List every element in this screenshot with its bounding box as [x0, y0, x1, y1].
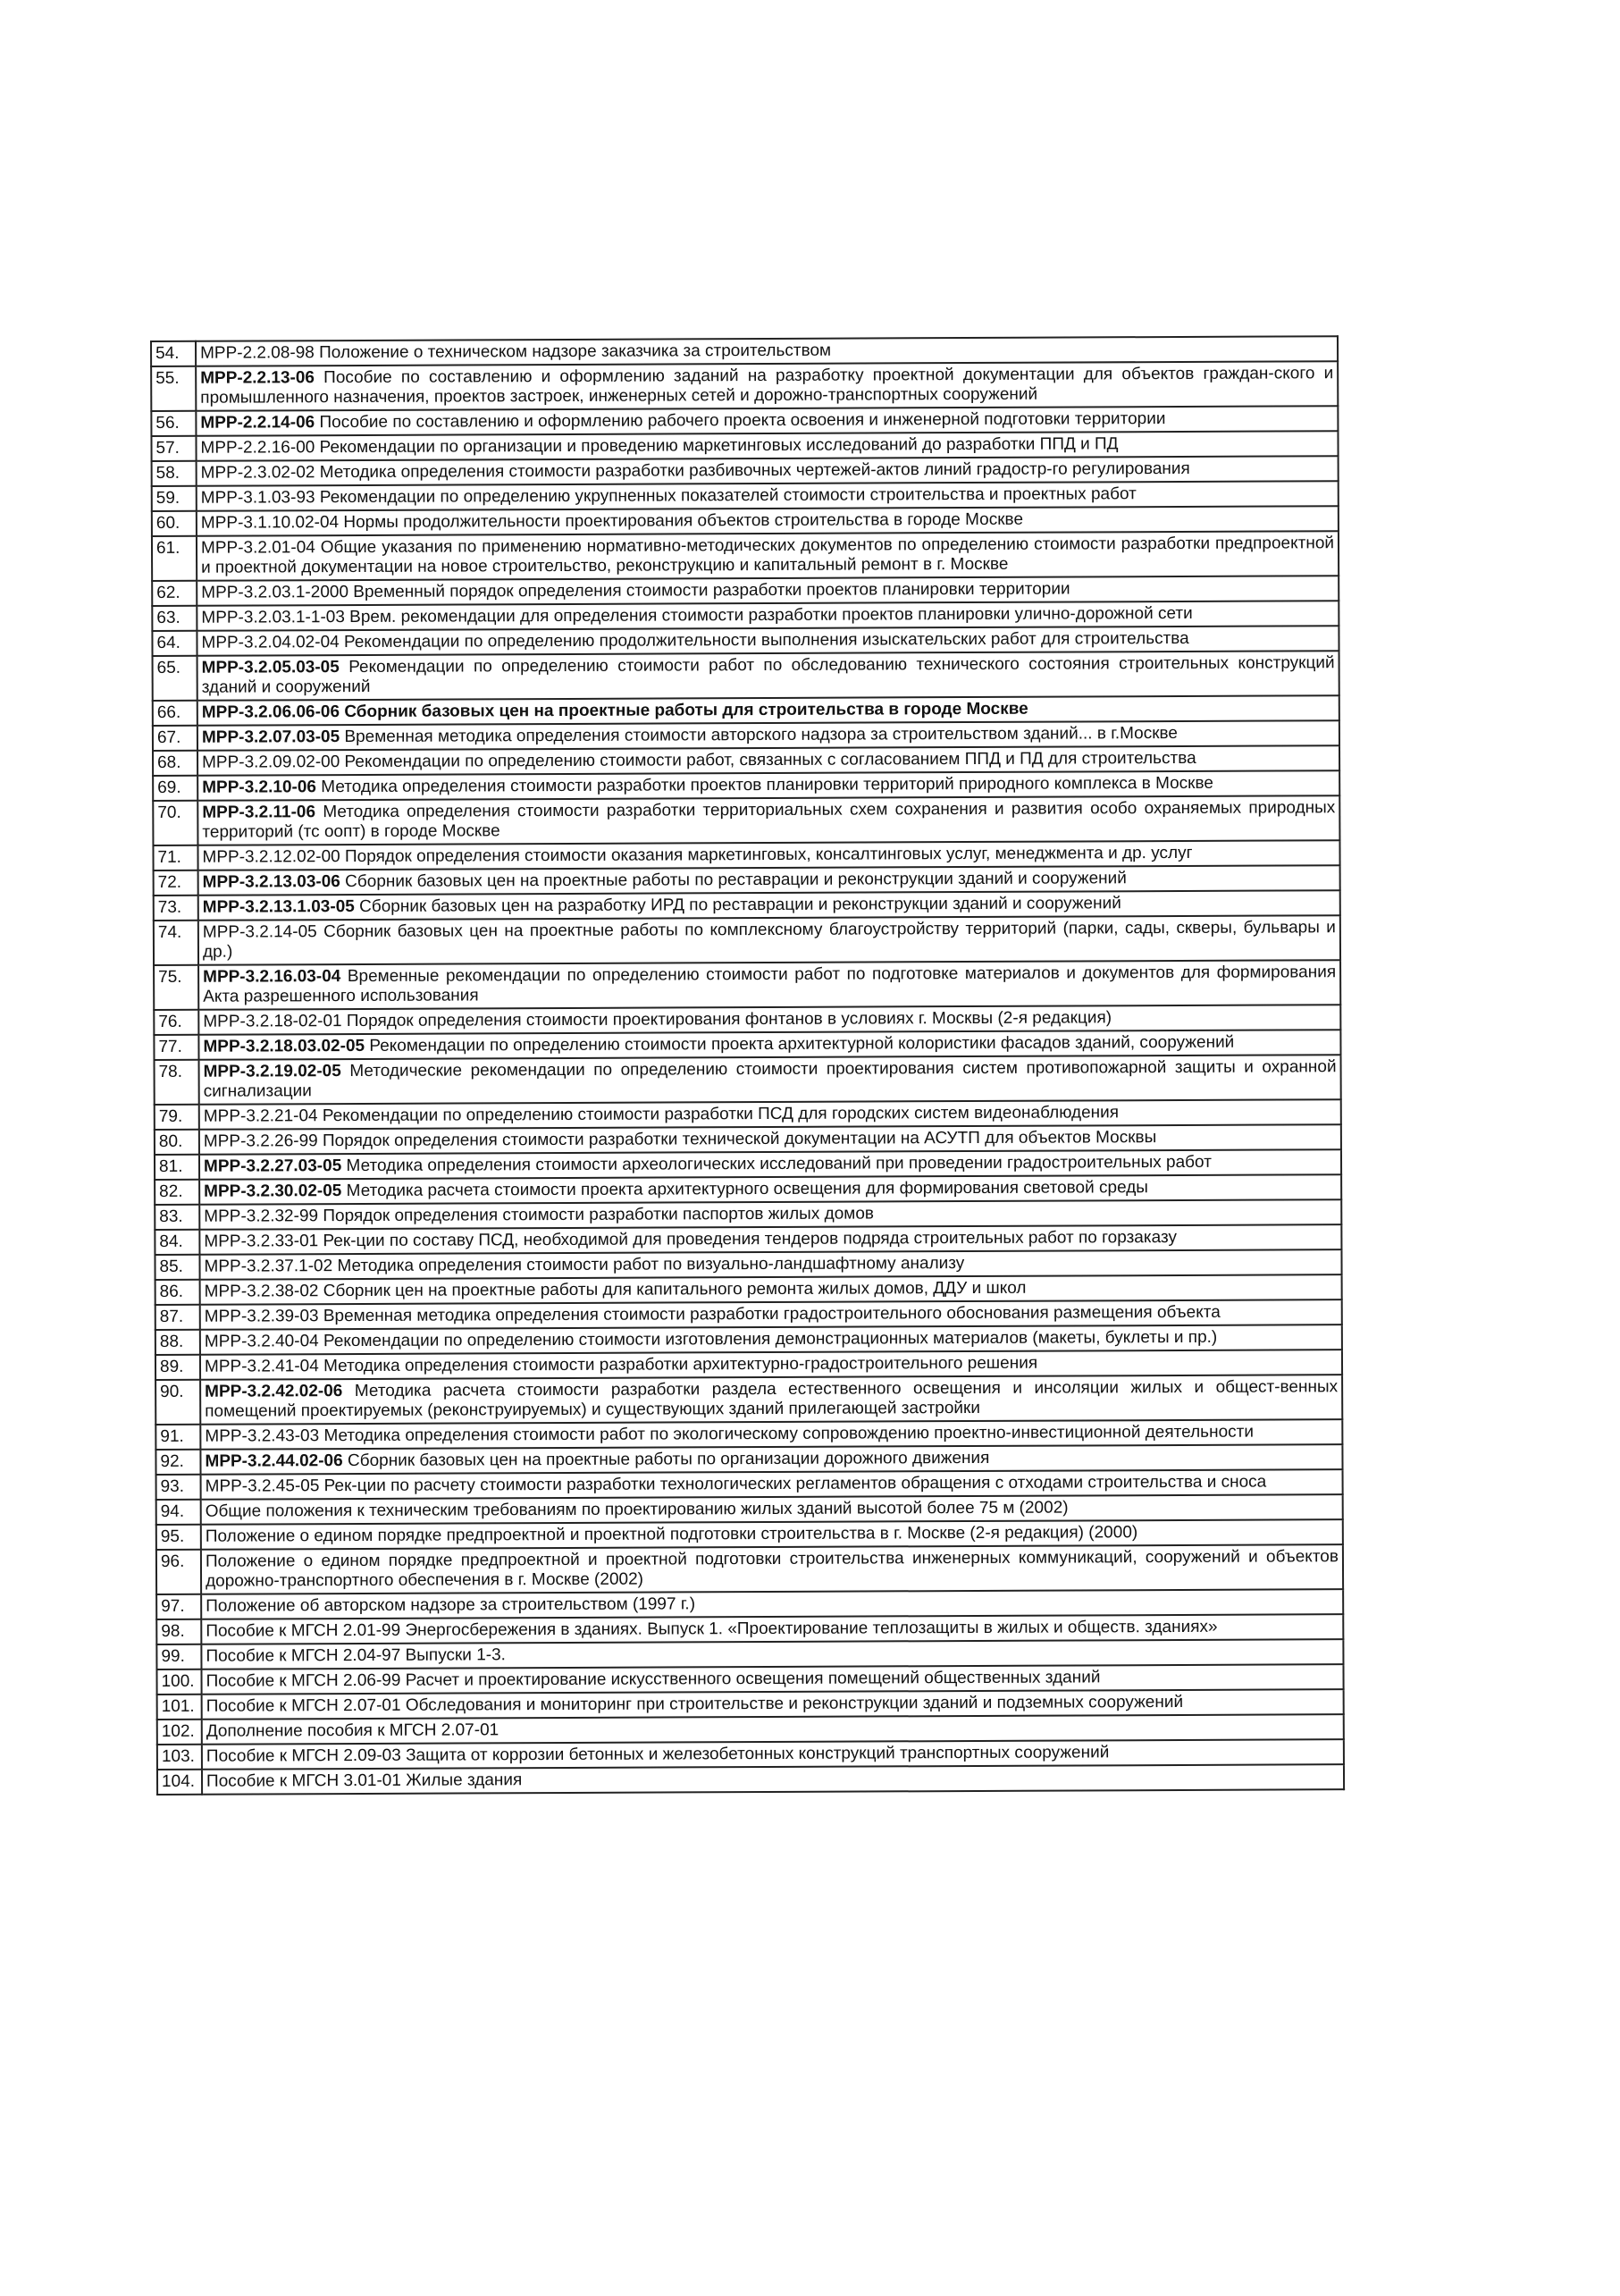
row-document-title — [200, 1375, 1342, 1425]
row-number: 85. — [155, 1255, 199, 1280]
row-number: 81. — [155, 1155, 199, 1180]
document-description: Рекомендации по определению стоимости проекта архитектурной колористики фасадов зданий, сооружений — [365, 1032, 1235, 1055]
table-row — [153, 795, 1339, 845]
table-row — [152, 531, 1339, 581]
row-number: 73. — [154, 896, 198, 921]
row-number: 88. — [155, 1330, 200, 1355]
document-description: МРР-3.2.38-02 Сборник цен на проектные работы для капитального ремонта жилых домов, ДДУ и школ — [204, 1278, 1027, 1301]
document-description: Пособие по составлению и оформлению рабочего проекта освоения и инженерной подготовки территории — [315, 409, 1166, 433]
document-description: Методика определения стоимости разработки территориальных схем сохранения и развития особо охраняемых природных территорий (тс оопт) в городе Москве — [202, 798, 1336, 842]
row-number: 76. — [154, 1010, 198, 1035]
row-number: 91. — [155, 1425, 200, 1450]
document-description: Пособие к МГСН 3.01-01 Жилые здания — [206, 1770, 523, 1791]
row-number: 100. — [156, 1669, 201, 1695]
row-number: 71. — [153, 845, 197, 870]
document-description: Сборник базовых цен на разработку ИРД по реставрации и реконструкции зданий и сооружений — [354, 894, 1121, 917]
document-description: Методика определения стоимости археологических исследований при проведении градостроительных работ — [341, 1152, 1212, 1176]
document-description: МРР-3.2.04.02-04 Рекомендации по определению продолжительности выполнения изыскательских работ для строительства — [201, 628, 1189, 652]
table-row — [155, 1375, 1342, 1425]
table-row — [154, 915, 1340, 965]
document-description: МРР-2.2.16-00 Рекомендации по организации и проведению маркетинговых исследований до разработки ППД и ПД — [200, 434, 1119, 458]
row-number: 102. — [157, 1720, 202, 1745]
row-number: 98. — [156, 1619, 201, 1644]
document-description: Дополнение пособия к МГСН 2.07-01 — [206, 1720, 499, 1741]
document-code-bold: МРР-3.2.19.02-05 — [203, 1062, 341, 1081]
document-description: МРР-3.2.45-05 Рек-ции по расчету стоимости разработки технологических регламентов обращения с отходами строительства и сноса — [205, 1472, 1267, 1496]
document-description: Пособие к МГСН 2.04-97 Выпуски 1-3. — [206, 1645, 506, 1666]
document-description: МРР-3.2.43-03 Методика определения стоимости работ по экологическому сопровождению проектно-инвестиционной деятельности — [205, 1422, 1254, 1446]
row-document-title — [198, 915, 1340, 965]
row-number: 80. — [155, 1130, 199, 1155]
document-description: МРР-3.2.14-05 Сборник базовых цен на проектные работы по комплексному благоустройству территорий (парки, сады, скверы, бульвары и др.) — [202, 918, 1336, 962]
document-code-bold: МРР-3.2.27.03-05 — [203, 1156, 342, 1176]
document-description: Сборник базовых цен на проектные работы по организации дорожного движения — [342, 1448, 990, 1471]
row-number: 62. — [152, 581, 197, 606]
row-number: 63. — [152, 606, 197, 631]
document-code-bold: МРР-3.2.30.02-05 — [204, 1182, 342, 1201]
row-number: 83. — [155, 1205, 199, 1230]
row-number: 75. — [154, 965, 198, 1010]
row-number: 96. — [156, 1550, 201, 1594]
document-code-bold: МРР-2.2.14-06 — [200, 413, 315, 433]
row-number: 93. — [156, 1475, 201, 1500]
document-description: Методика определения стоимости разработки проектов планировки территорий природного комплекса в Москве — [315, 773, 1213, 797]
row-document-title — [201, 1544, 1343, 1594]
document-description: Пособие к МГСН 2.01-99 Энергосбережения в зданиях. Выпуск 1. «Проектирование теплозащиты в жилых и обществ. зданиях» — [206, 1617, 1218, 1641]
document-description: Пособие к МГСН 2.07-01 Обследования и мониторинг при строительстве и реконструкции зданий и подземных сооружений — [206, 1692, 1184, 1716]
document-description: МРР-3.2.12.02-00 Порядок определения стоимости оказания маркетинговых, консалтинговых услуг, менеджмента и др. услуг — [202, 843, 1193, 867]
row-number: 59. — [152, 486, 197, 511]
document-description: Методические рекомендации по определению стоимости проектирования систем противопожарной защиты и охранной сигнализации — [203, 1057, 1337, 1101]
document-description: МРР-3.1.10.02-04 Нормы продолжительности проектирования объектов строительства в городе Москве — [200, 509, 1024, 533]
document-description: Пособие к МГСН 2.06-99 Расчет и проектирование искусственного освещения помещений общественных зданий — [206, 1668, 1101, 1691]
document-list-table — [150, 335, 1345, 1796]
document-description: Рекомендации по определению стоимости работ по обследованию технического состояния строительных конструкций зданий и сооружений — [201, 653, 1335, 697]
row-number: 68. — [153, 751, 197, 776]
row-number: 86. — [155, 1280, 200, 1305]
document-description: Методика расчета стоимости разработки раздела естественного освещения и инсоляции жилых и общест-венных помещений проектируемых (реконструируемых) и существующих зданий прилегающей застройки — [205, 1377, 1339, 1421]
document-code-bold: МРР-3.2.10-06 — [202, 778, 317, 797]
row-number: 82. — [155, 1180, 199, 1205]
row-number: 64. — [152, 631, 197, 656]
row-number: 92. — [155, 1450, 200, 1475]
document-description: МРР-3.2.18-02-01 Порядок определения стоимости проектирования фонтанов в условиях г. Москвы (2-я редакция) — [203, 1008, 1112, 1031]
document-description: МРР-3.2.33-01 Рек-ции по составу ПСД, необходимой для проведения тендеров подряда строительных работ по горзаказу — [204, 1227, 1177, 1251]
document-code-bold: МРР-3.2.06.06-06 Сборник базовых цен на проектные работы для строительства в городе Москве — [201, 699, 1028, 722]
row-number: 57. — [151, 436, 196, 461]
document-code-bold: МРР-3.2.13.1.03-05 — [202, 897, 355, 917]
table-row — [155, 1055, 1341, 1105]
row-number: 70. — [153, 801, 197, 845]
document-description: Общие положения к техническим требованиям по проектированию жилых зданий высотой более 75 м (2002) — [205, 1498, 1069, 1521]
document-description: МРР-3.2.26-99 Порядок определения стоимости разработки технической документации на АСУТП для объектов Москвы — [203, 1128, 1157, 1151]
row-number: 74. — [154, 921, 198, 965]
document-description: Положение об авторском надзоре за строительством (1997 г.) — [206, 1594, 696, 1616]
row-number: 60. — [152, 511, 197, 536]
document-description: Временная методика определения стоимости авторского надзора за строительством зданий... в г.Москве — [340, 723, 1179, 747]
row-number: 55. — [151, 366, 196, 411]
row-document-title — [198, 960, 1340, 1010]
row-document-title — [196, 361, 1338, 411]
row-number: 89. — [155, 1355, 200, 1380]
table-row — [157, 1764, 1344, 1795]
table-row — [154, 960, 1340, 1010]
row-number: 97. — [156, 1594, 201, 1619]
document-description: МРР-3.2.01-04 Общие указания по применению нормативно-методических документов по определению стоимости разработки предпроектной и проектной документации на новое строительство, реконструкцию и капитальный ремонт в г. Москве — [200, 534, 1335, 577]
document-code-bold: МРР-2.2.13-06 — [200, 368, 315, 388]
row-document-title — [197, 651, 1339, 701]
row-document-title — [197, 795, 1339, 845]
document-description: МРР-3.2.37.1-02 Методика определения стоимости работ по визуально-ландшафтному анализу — [204, 1254, 965, 1276]
row-number: 56. — [151, 411, 196, 436]
row-number: 72. — [154, 870, 198, 896]
document-description: МРР-3.2.39-03 Временная методика определения стоимости разработки градостроительного обоснования размещения объекта — [204, 1302, 1221, 1326]
row-number: 58. — [152, 461, 197, 486]
document-code-bold: МРР-3.2.44.02-06 — [205, 1451, 343, 1471]
row-number: 84. — [155, 1230, 199, 1255]
row-number: 69. — [153, 776, 197, 801]
document-description: Положение о едином порядке предпроектной и проектной подготовки строительства в г. Москве (2-я редакция) (2000) — [205, 1523, 1138, 1546]
table-row — [153, 651, 1339, 701]
table-row — [156, 1544, 1343, 1594]
document-code-bold: МРР-3.2.11-06 — [202, 803, 316, 822]
document-code-bold: МРР-3.2.42.02-06 — [205, 1382, 343, 1401]
row-number: 54. — [151, 341, 196, 366]
document-description: МРР-2.3.02-02 Методика определения стоимости разработки разбивочных чертежей-актов линий градостр-го регулирования — [200, 458, 1190, 483]
document-description: МРР-3.1.03-93 Рекомендации по определению укрупненных показателей стоимости строительства и проектных работ — [200, 484, 1137, 508]
row-number: 61. — [152, 536, 197, 581]
row-number: 87. — [155, 1305, 200, 1330]
document-description: Пособие к МГСН 2.09-03 Защита от коррозии бетонных и железобетонных конструкций транспортных сооружений — [206, 1743, 1110, 1766]
row-number: 66. — [153, 701, 197, 726]
document-description: МРР-3.2.03.1-2000 Временный порядок определения стоимости разработки проектов планировки территории — [201, 579, 1070, 602]
row-number: 95. — [156, 1525, 201, 1550]
document-description: МРР-3.2.32-99 Порядок определения стоимости разработки паспортов жилых домов — [204, 1204, 875, 1226]
row-number: 67. — [153, 726, 197, 751]
row-document-title — [199, 1055, 1341, 1105]
row-number: 78. — [155, 1060, 199, 1105]
document-description: МРР-2.2.08-98 Положение о техническом надзоре заказчика за строительством — [200, 341, 832, 363]
document-description: Пособие по составлению и оформлению заданий на разработку проектной документации для объектов граждан-ского и промышленного назначения, проектов застроек, инженерных сетей и дорожно-транспортных сооружений — [200, 364, 1334, 408]
row-number: 65. — [153, 656, 197, 701]
document-code-bold: МРР-3.2.18.03.02-05 — [203, 1036, 365, 1056]
document-description: Временные рекомендации по определению стоимости работ по подготовке материалов и документов для формирования Акта разрешенного использования — [203, 963, 1337, 1006]
table-row — [151, 361, 1338, 411]
document-code-bold: МРР-3.2.05.03-05 — [201, 658, 340, 677]
row-number: 99. — [156, 1644, 201, 1669]
document-description: Сборник базовых цен на проектные работы по реставрации и реконструкции зданий и сооружений — [340, 869, 1127, 892]
document-description: МРР-3.2.21-04 Рекомендации по определению стоимости разработки ПСД для городских систем видеонаблюдения — [203, 1103, 1120, 1126]
row-number: 79. — [155, 1105, 199, 1130]
document-description: МРР-3.2.03.1-1-03 Врем. рекомендации для определения стоимости разработки проектов планировки улично-дорожной сети — [201, 603, 1193, 627]
document-code-bold: МРР-3.2.13.03-06 — [202, 872, 340, 892]
document-code-bold: МРР-3.2.16.03-04 — [203, 967, 341, 987]
row-number: 94. — [156, 1500, 201, 1525]
row-document-title — [197, 531, 1339, 581]
document-code-bold: МРР-3.2.07.03-05 — [201, 727, 340, 747]
document-description: МРР-3.2.41-04 Методика определения стоимости разработки архитектурно-градостроительного решения — [204, 1353, 1038, 1376]
row-number: 101. — [157, 1695, 202, 1720]
row-number: 90. — [155, 1380, 200, 1425]
document-description: Положение о едином порядке предпроектной и проектной подготовки строительства инженерных коммуникаций, сооружений и объектов дорожно-транспортного обеспечения в г. Москве (2002) — [205, 1547, 1339, 1591]
document-description: Методика расчета стоимости проекта архитектурного освещения для формирования световой среды — [341, 1178, 1148, 1201]
row-number: 104. — [157, 1770, 202, 1795]
row-number: 103. — [157, 1745, 202, 1770]
row-document-title — [202, 1764, 1344, 1795]
document-description: МРР-3.2.09.02-00 Рекомендации по определению стоимости работ, связанных с согласованием ППД и ПД для строительства — [202, 748, 1196, 772]
document-description: МРР-3.2.40-04 Рекомендации по определению стоимости изготовления демонстрационных материалов (макеты, буклеты и пр.) — [204, 1327, 1218, 1351]
row-number: 77. — [154, 1035, 198, 1060]
table-body — [151, 336, 1344, 1795]
